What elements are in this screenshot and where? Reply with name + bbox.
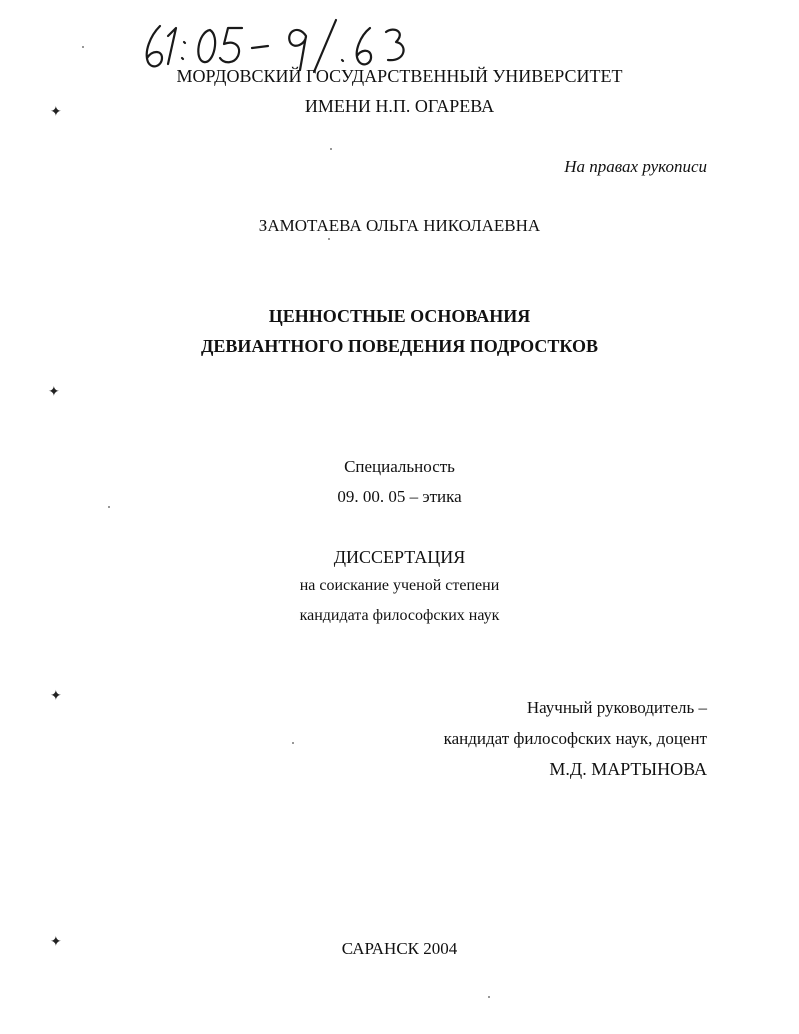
city-year: САРАНСК 2004 <box>341 939 458 958</box>
university-honorific: ИМЕНИ Н.П. ОГАРЕВА <box>304 96 495 116</box>
university-name: МОРДОВСКИЙ ГОСУДАРСТВЕННЫЙ УНИВЕРСИТЕТ <box>176 66 623 86</box>
scan-speck <box>292 742 294 744</box>
scan-speck <box>82 46 84 48</box>
margin-mark: ✦ <box>50 689 62 704</box>
title-line-1: ЦЕННОСТНЫЕ ОСНОВАНИЯ <box>268 306 531 326</box>
scan-speck <box>488 996 490 998</box>
author-name: ЗАМОТАЕВА ОЛЬГА НИКОЛАЕВНА <box>258 216 541 235</box>
scan-speck <box>328 238 330 240</box>
handwritten-catalog-number <box>138 14 418 74</box>
advisor-title: кандидат философских наук, доцент <box>443 729 707 748</box>
margin-mark: ✦ <box>50 105 62 120</box>
margin-mark: ✦ <box>50 935 62 950</box>
advisor-name: М.Д. МАРТЫНОВА <box>549 759 707 779</box>
specialty-code: 09. 00. 05 – этика <box>337 487 462 506</box>
title-line-2: ДЕВИАНТНОГО ПОВЕДЕНИЯ ПОДРОСТКОВ <box>200 336 599 356</box>
degree-line-1: на соискание ученой степени <box>299 577 500 594</box>
degree-line-2: кандидата философских наук <box>299 607 500 624</box>
margin-mark: ✦ <box>48 385 60 400</box>
document-type: ДИССЕРТАЦИЯ <box>333 547 466 567</box>
scan-speck <box>330 148 332 150</box>
scan-speck <box>108 506 110 508</box>
specialty-label: Специальность <box>344 457 455 476</box>
manuscript-note: На правах рукописи <box>564 157 707 176</box>
advisor-label: Научный руководитель – <box>526 698 707 717</box>
